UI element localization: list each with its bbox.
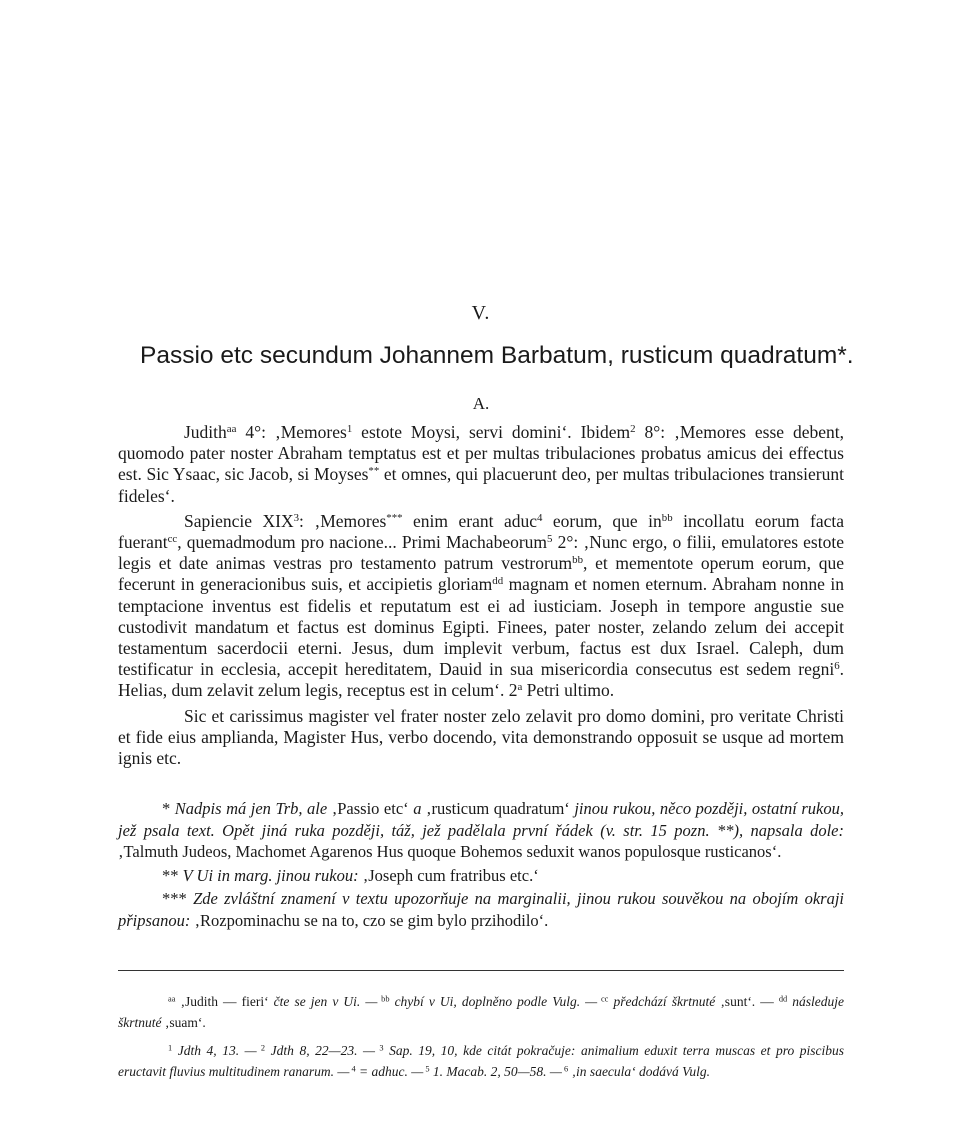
footnote-mark: 5 bbox=[547, 533, 553, 546]
note-roman: ‚rusticum quadratum‘ bbox=[421, 799, 575, 818]
note-italic: jinou rukou, něco později, ostatní rukou, jež psala text. Opět jiná ruka později, táž, jež padělala první řádek (v. str. 15 pozn. **), napsala dole: bbox=[118, 799, 844, 840]
footnote-mark: *** bbox=[386, 511, 403, 524]
text-run: Petri ultimo. bbox=[522, 680, 615, 701]
text-run: , quemadmodum pro nacione... Primi Machabeorum bbox=[177, 532, 548, 553]
text-run: = adhuc. — bbox=[355, 1063, 424, 1079]
text-run: následuje škrtnuté bbox=[118, 994, 844, 1030]
chapter-title: Passio etc secundum Johannem Barbatum, rusticum quadratum*. bbox=[140, 342, 854, 369]
text-run: Sapiencie XIX bbox=[184, 510, 294, 531]
note-italic: Nadpis má jen Trb, ale bbox=[174, 799, 328, 818]
text-run: 4°: ‚Memores bbox=[236, 422, 347, 442]
text-run: 1. Macab. 2, 50—58. — bbox=[429, 1063, 562, 1079]
apparatus-letters bbox=[118, 992, 844, 1033]
footnote-mark: 2 bbox=[630, 423, 636, 436]
footnote-mark: bb bbox=[661, 511, 673, 524]
footnote-mark: dd bbox=[492, 575, 504, 588]
footnote-mark: dd bbox=[778, 994, 788, 1004]
note-1 bbox=[118, 798, 844, 863]
editorial-notes bbox=[118, 798, 844, 933]
apparatus-numbers bbox=[118, 1041, 844, 1082]
note-italic: V Ui in marg. jinou rukou: bbox=[182, 865, 359, 885]
note-mark: ** bbox=[162, 865, 183, 885]
text-run: magnam et nomen eternum. Abraham nonne in temptacione inventus est fidelis et reputatum est ei ad iusticiam. Joseph in tempore angustie sue custodivit mandatum et factus est dominus Egipti. Finees, pater noster, zelando zelum dei accepit testamentum sacerdocii eterni. Jesus, dum implevit verbum, factus est dux Israel. Caleph, dum testificatur in ecclesia, accepit hereditatem, Dauid in sua misericordia consecutus est sedem regni bbox=[118, 574, 844, 680]
text-run: Sap. 19, 10, kde citát pokračuje: animalium eduxit terra muscas et pro piscibus eructavit fluvius multitudinem ranarum. — bbox=[118, 1043, 844, 1079]
text-run: , et mementote operum eorum, que fecerunt in generacionibus suis, et accipietis gloriam bbox=[118, 553, 844, 595]
footnote-divider bbox=[118, 970, 844, 971]
note-3 bbox=[118, 888, 844, 931]
text-run: ‚Judith — fieri‘ bbox=[175, 994, 274, 1009]
paragraph-3: Sic et carissimus magister vel frater noster zelo zelavit pro domo domini, pro veritate Christi et fide eius amplianda, Magister Hus, verbo docendo, vita demonstrando opposuit se usque ad mortem ignis etc. bbox=[118, 705, 844, 769]
section-label: A. bbox=[472, 394, 490, 413]
footnote-mark: 5 bbox=[423, 1063, 430, 1073]
footnote-mark: 6 bbox=[834, 660, 840, 673]
note-2 bbox=[118, 865, 844, 887]
critical-apparatus bbox=[118, 992, 844, 1090]
chapter-numeral: V. bbox=[471, 302, 491, 324]
main-text bbox=[118, 422, 844, 773]
footnote-mark: ** bbox=[368, 465, 380, 478]
text-run: : ‚Memores bbox=[299, 510, 387, 531]
text-run: ‚in saecula‘ dodává Vulg. bbox=[568, 1063, 711, 1079]
footnote-mark: 3 bbox=[293, 511, 300, 524]
footnote-mark: 1 bbox=[168, 1043, 173, 1053]
text-run: incollatu eorum facta fuerant bbox=[118, 510, 844, 553]
footnote-mark: 3 bbox=[375, 1043, 384, 1053]
footnote-mark: 6 bbox=[561, 1063, 569, 1073]
note-italic: a bbox=[413, 799, 422, 818]
footnote-mark: 4 bbox=[536, 511, 543, 524]
text-run: 8°: ‚Memores esse debent, quomodo pater noster Abraham temptatus est et per multas tribulaciones probatus amicus dei effectus est. Sic Ysaac, sic Jacob, si Moyses bbox=[118, 422, 844, 485]
text-run: Jdth 8, 22—23. — bbox=[265, 1043, 376, 1058]
text-run: Judith bbox=[184, 422, 227, 442]
text-run: enim erant aduc bbox=[402, 510, 537, 531]
note-mark: *** bbox=[162, 889, 194, 908]
note-roman: ‚Rozpominachu se na to, czo se gim bylo przihodilo‘. bbox=[190, 910, 549, 930]
note-italic: Zde zvláštní znamení v textu upozorňuje na marginalii, jinou rukou souvěkou na obojím okraji připsanou: bbox=[118, 889, 845, 930]
footnote-mark: aa bbox=[226, 423, 237, 436]
footnote-mark: cc bbox=[167, 533, 178, 546]
footnote-mark: cc bbox=[597, 994, 609, 1004]
text-run: chybí v Ui, doplněno podle Vulg. — bbox=[389, 994, 598, 1009]
footnote-mark: 2 bbox=[256, 1043, 266, 1053]
text-run: čte se jen v Ui. — bbox=[273, 994, 378, 1009]
text-run: ‚suam‘. bbox=[161, 1014, 206, 1030]
paragraph-1 bbox=[118, 422, 844, 507]
footnote-mark: aa bbox=[168, 994, 176, 1004]
text-run: eorum, que in bbox=[542, 510, 662, 531]
text-run: předchází škrtnuté bbox=[608, 994, 716, 1009]
note-roman: ‚Passio etc‘ bbox=[327, 799, 414, 818]
paragraph-2 bbox=[118, 511, 844, 702]
footnote-mark: bb bbox=[572, 554, 583, 567]
text-run: . Helias, dum zelavit zelum legis, receptus est in celum‘. 2 bbox=[118, 659, 844, 701]
text-run: 2°: ‚Nunc ergo, o filii, emulatores estote legis et date animas vestras pro testamento patrum vestrorum bbox=[118, 532, 844, 574]
footnote-mark: 1 bbox=[346, 423, 353, 436]
note-roman: ‚Talmuth Judeos, Machomet Agarenos Hus quoque Bohemos seduxit wanos populosque rusticanos‘. bbox=[118, 842, 782, 861]
note-roman: ‚Joseph cum fratribus etc.‘ bbox=[358, 865, 539, 885]
text-run: ‚sunt‘. — bbox=[715, 994, 779, 1009]
text-run: Jdth 4, 13. — bbox=[172, 1043, 257, 1058]
text-run: estote Moysi, servi domini‘. Ibidem bbox=[352, 422, 631, 442]
footnote-mark: a bbox=[517, 681, 523, 694]
footnote-mark: 4 bbox=[349, 1063, 356, 1073]
note-mark: * bbox=[162, 799, 175, 818]
text-run: et omnes, qui placuerunt deo, per multas tribulaciones transierunt fideles‘. bbox=[118, 464, 844, 506]
footnote-mark: bb bbox=[377, 994, 390, 1004]
